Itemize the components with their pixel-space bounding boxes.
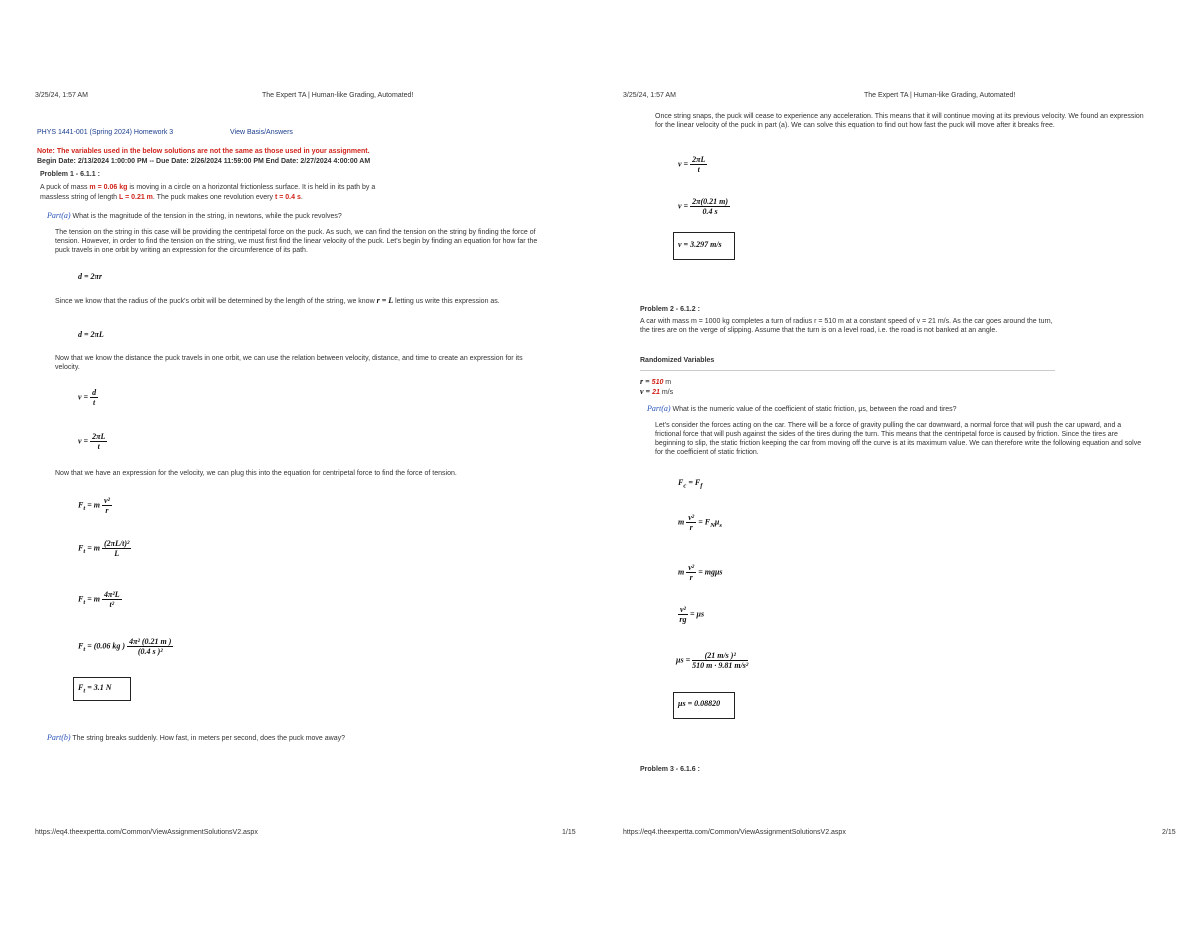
equation-force-1: $F_t = m$ $\frac{\text{v²}}{r}$ [78, 496, 110, 515]
solution-paragraph-2: Since we know that the radius of the puck's orbit will be determined by the length of the string, we know r = L letting us write this expression as. [55, 296, 500, 305]
part-a-label-p2: Part(a) [647, 404, 671, 413]
problem-3-title: Problem 3 - 6.1.6 : [640, 766, 700, 773]
header-datetime: 3/25/24, 1:57 AM [35, 92, 88, 99]
footer-page-number: 1/15 [562, 829, 576, 836]
part-b-question: Part(b) The string breaks suddenly. How fast, in meters per second, does the puck move away? [47, 733, 346, 742]
part-a-question-p2: Part(a) What is the numeric value of the coefficient of static friction, μs, between the road and tires? [647, 404, 957, 413]
part-a-label: Part(a) [47, 211, 71, 220]
problem-1-statement-line1: A puck of mass m = 0.06 kg is moving in a circle on a horizontal frictionless surface. It is held in its path by a [40, 184, 376, 191]
problem-1-title: Problem 1 - 6.1.1 : [40, 171, 100, 178]
answer-velocity: v = 3.297 m/s [678, 240, 722, 249]
equation-distance: d = 2πL [78, 330, 104, 339]
equation-friction-1: $F_c = F_f$ [678, 478, 703, 490]
equation-force-4: $F_t = (0.06$ kg ) $\frac{\text{4π² (0.21 m )}}{\text{(0.4 s )²}}$ [78, 637, 172, 656]
answer-friction-coefficient: μs = 0.08820 [678, 699, 721, 708]
problem-2-statement: A car with mass m = 1000 kg completes a turn of radius r = 510 m at a constant speed of v = 21 m/s. As the car goes around the turn, the tires are on the verge of slipping. Assume that the turn is on a level road, i.e. the road is not banked at an angle. [640, 318, 1053, 334]
equation-friction-3: m $\frac{\text{v²}}{r}$ = mgμs [678, 563, 723, 582]
part-a-question: Part(a) What is the magnitude of the tension in the string, in newtons, while the puck revolves? [47, 211, 342, 220]
header-site-title: The Expert TA | Human-like Grading, Automated! [262, 92, 414, 99]
variable-r: r = 510 m [640, 377, 672, 386]
answer-tension: $F_t = 3.1$ N [78, 683, 112, 695]
section-divider [640, 370, 1055, 371]
header-datetime: 3/25/24, 1:57 AM [623, 92, 676, 99]
equation-velocity-4: v = $\frac{2\pi(0.21 m)}{0.4 s}$ [678, 197, 729, 216]
assignment-dates: Begin Date: 2/13/2024 1:00:00 PM -- Due Date: 2/26/2024 11:59:00 PM End Date: 2/27/2024 4:00:00 AM [37, 158, 371, 165]
course-title: PHYS 1441-001 (Spring 2024) Homework 3 [37, 129, 174, 136]
header-site-title: The Expert TA | Human-like Grading, Automated! [864, 92, 1016, 99]
footer-url[interactable]: https://eq4.theexpertta.com/Common/ViewAssignmentSolutionsV2.aspx [35, 829, 258, 836]
solution-paragraph-3: Now that we know the distance the puck travels in one orbit, we can use the relation between velocity, distance, and time to create an expression for its velocity. [55, 355, 523, 371]
solution-paragraph-friction: Let's consider the forces acting on the car. There will be a force of gravity pulling the car downward, a normal force that will push the car upward, and a frictional force that will push against the sides of the tires during the turn. This means that the centripetal force is caused by friction. Since the tires are beginning to slip, the static friction keeping the car from moving off the curve is at its maximum value. We can therefore write the following equation and solve for the coefficient of static friction. [655, 422, 1142, 456]
equation-velocity-1: v = $\frac{d}{t}$ [78, 388, 97, 407]
equation-velocity-3: v = $\frac{2\pi L}{t}$ [678, 155, 706, 174]
equation-friction-4: $\frac{\text{v²}}{rg}$ = μs [679, 605, 705, 624]
equation-force-2: $F_t = m$ $\frac{\text{(2πL/t)²}}{L}$ [78, 539, 130, 558]
variables-note: Note: The variables used in the below solutions are not the same as those used in your assignment. [37, 148, 370, 155]
part-b-label: Part(b) [47, 733, 71, 742]
variable-v: v = 21 m/s [640, 387, 674, 396]
equation-velocity-2: v = $\frac{2\pi L}{t}$ [78, 432, 106, 451]
equation-friction-2: m $\frac{\text{v²}}{r}$ = $F_N\mu_s$ [678, 513, 722, 532]
problem-2-title: Problem 2 - 6.1.2 : [640, 306, 700, 313]
footer-page-number: 2/15 [1162, 829, 1176, 836]
solution-paragraph-1: The tension on the string in this case will be providing the centripetal force on the puck. As such, we can find the tension on the string by finding the force of tension. However, in order to find the tension on the string, we must first find the linear velocity of the puck. Let's begin by finding an equation for how far the puck travels in one orbit by writing an expression for the circumference of its path. [55, 229, 538, 254]
view-basis-answers-link[interactable]: View Basis/Answers [230, 129, 293, 136]
equation-friction-5: μs = $\frac{\text{(21 m/s )²}}{\text{510 m · 9.81 m/s²}}$ [676, 651, 749, 670]
equation-force-3: $F_t = m$ $\frac{\text{4π²L}}{\text{t²}}$ [78, 590, 120, 609]
document-page-2 [600, 0, 1200, 927]
equation-circumference: d = 2πr [78, 272, 103, 281]
solution-paragraph-4: Now that we have an expression for the velocity, we can plug this into the equation for centripetal force to find the force of tension. [55, 470, 457, 477]
randomized-variables-heading: Randomized Variables [640, 357, 715, 364]
solution-paragraph-part-b: Once string snaps, the puck will cease to experience any acceleration. This means that it will continue moving at its previous velocity. We found an expression for the linear velocity of the puck in part (a). We can solve this equation to find out how fast the puck will move after it breaks free. [655, 113, 1144, 129]
footer-url[interactable]: https://eq4.theexpertta.com/Common/ViewAssignmentSolutionsV2.aspx [623, 829, 846, 836]
problem-1-statement-line2: massless string of length L = 0.21 m. The puck makes one revolution every t = 0.4 s. [40, 194, 303, 201]
